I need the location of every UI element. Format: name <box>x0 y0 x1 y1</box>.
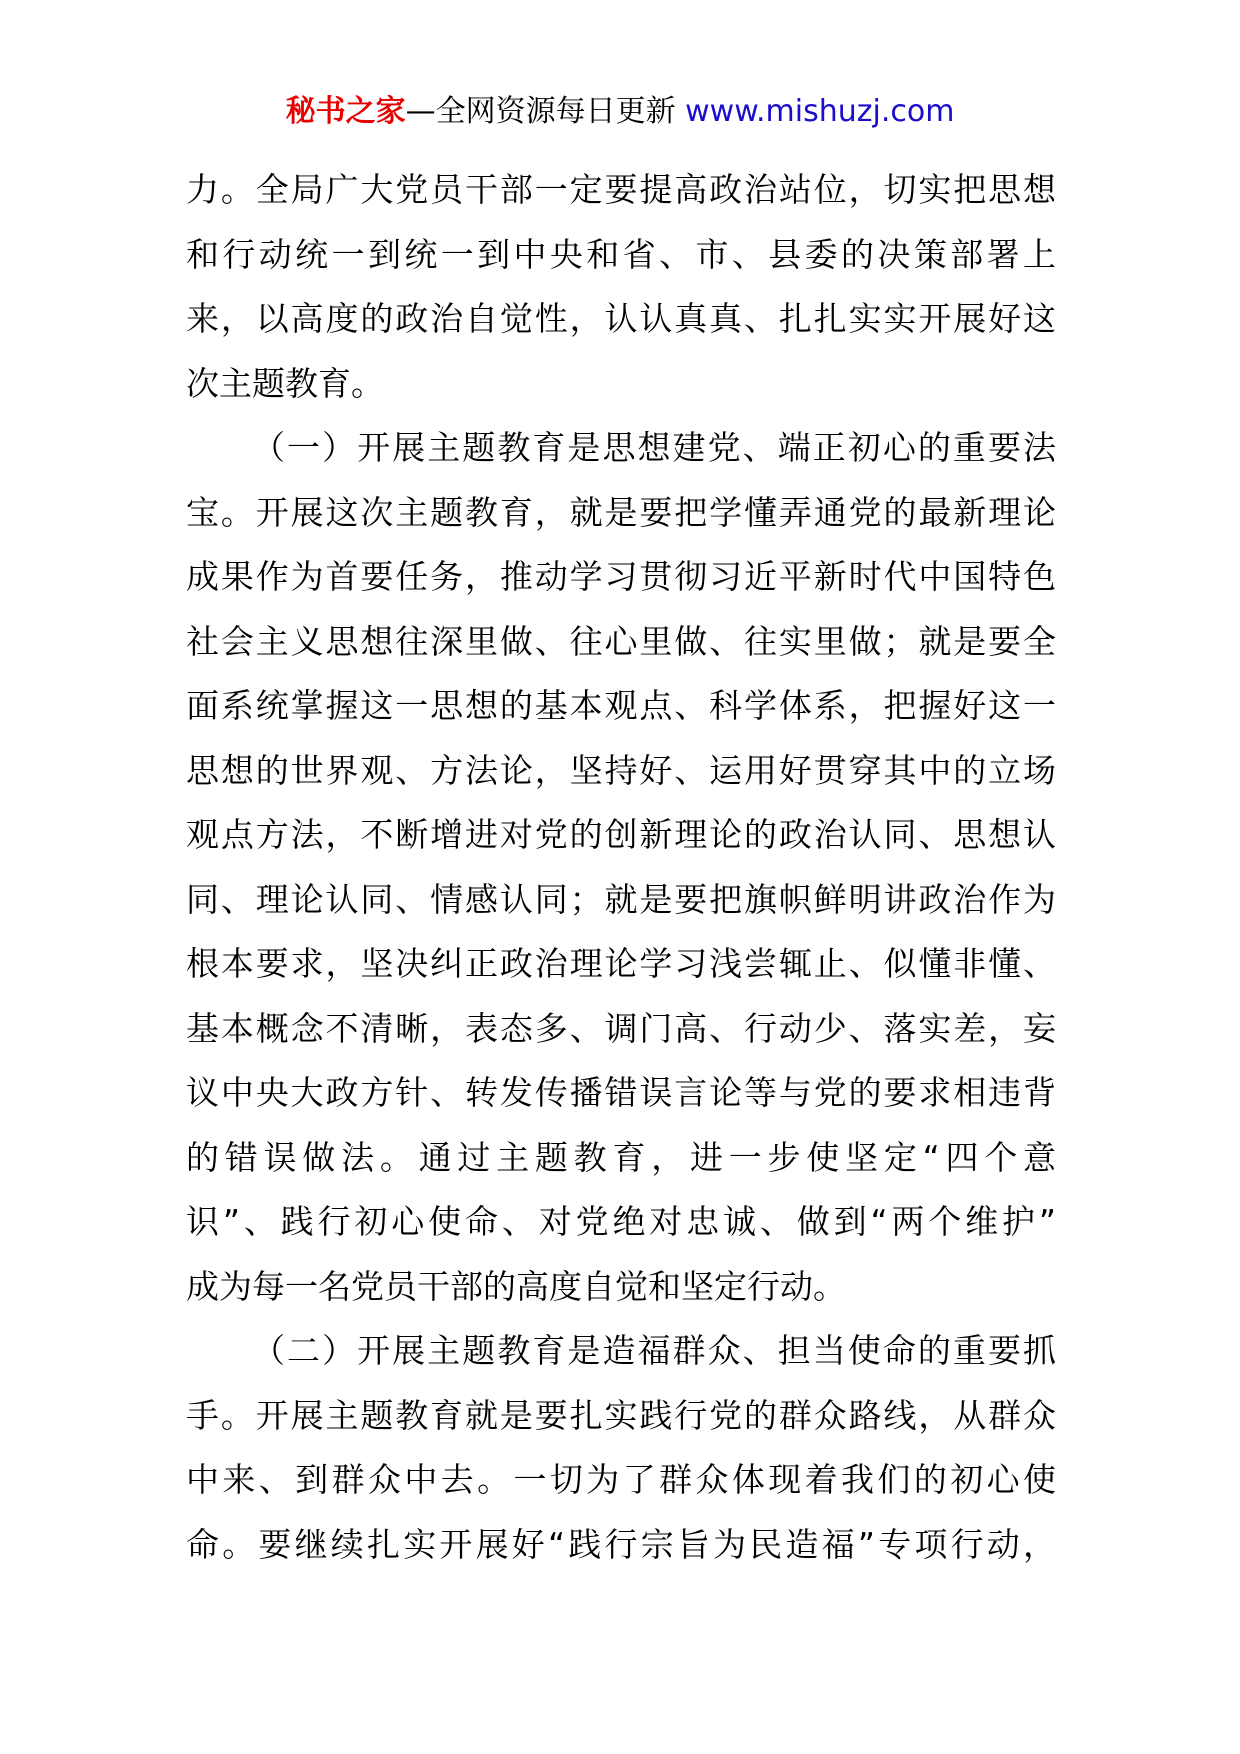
text-line: 根本要求，坚决纠正政治理论学习浅尝辄止、似懂非懂、 <box>186 944 1056 983</box>
document-body <box>186 158 1056 1577</box>
text-line: （二）开展主题教育是造福群众、担当使命的重要抓 <box>252 1331 1056 1370</box>
text-line: 力。全局广大党员干部一定要提高政治站位，切实把思想 <box>186 170 1056 209</box>
text-line: 基本概念不清晰，表态多、调门高、行动少、落实差，妄 <box>186 1008 1056 1048</box>
text-line: 社会主义思想往深里做、往心里做、往实里做；就是要全 <box>186 621 1056 661</box>
text-line: 观点方法，不断增进对党的创新理论的政治认同、思想认 <box>186 815 1056 854</box>
brand-name: 秘书之家 <box>285 94 406 129</box>
page-header <box>0 92 1240 132</box>
text-line: 次主题教育。 <box>186 363 384 403</box>
text-line: 命。要继续扎实开展好“践行宗旨为民造福”专项行动， <box>186 1524 1056 1564</box>
text-line: 中来、到群众中去。一切为了群众体现着我们的初心使 <box>186 1460 1056 1499</box>
text-line: 成为每一名党员干部的高度自觉和坚定行动。 <box>186 1266 846 1306</box>
paragraph <box>186 416 1056 1319</box>
text-line: 的错误做法。通过主题教育，进一步使坚定“四个意 <box>186 1137 1056 1177</box>
text-line: 来，以高度的政治自觉性，认认真真、扎扎实实开展好这 <box>186 299 1056 338</box>
header-tagline: —全网资源每日更新 <box>405 94 686 129</box>
text-line: 思想的世界观、方法论，坚持好、运用好贯穿其中的立场 <box>186 750 1056 790</box>
text-line: 议中央大政方针、转发传播错误言论等与党的要求相违背 <box>186 1073 1056 1112</box>
paragraph <box>186 158 1056 416</box>
website-link[interactable]: www.mishuzj.com <box>685 94 955 129</box>
text-line: 同、理论认同、情感认同；就是要把旗帜鲜明讲政治作为 <box>186 879 1056 919</box>
text-line: 识”、践行初心使命、对党绝对忠诚、做到“两个维护” <box>186 1202 1056 1241</box>
text-line: 面系统掌握这一思想的基本观点、科学体系，把握好这一 <box>186 686 1056 725</box>
text-line: 宝。开展这次主题教育，就是要把学懂弄通党的最新理论 <box>186 492 1056 532</box>
paragraph <box>186 1319 1056 1577</box>
text-line: 和行动统一到统一到中央和省、市、县委的决策部署上 <box>186 234 1056 274</box>
text-line: （一）开展主题教育是思想建党、端正初心的重要法 <box>252 428 1056 467</box>
text-line: 手。开展主题教育就是要扎实践行党的群众路线，从群众 <box>186 1395 1056 1435</box>
text-line: 成果作为首要任务，推动学习贯彻习近平新时代中国特色 <box>186 557 1056 596</box>
